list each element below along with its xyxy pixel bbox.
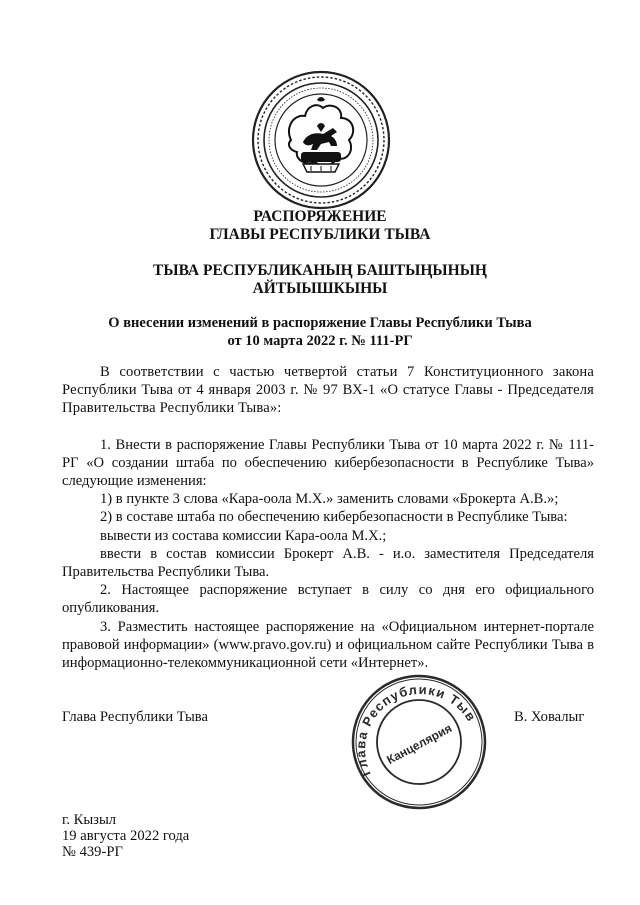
doc-title-tuvan-line-2: АЙТЫЫШКЫНЫ — [252, 280, 388, 297]
stamp-ring-text: Глава Республики Тыва — [353, 681, 480, 779]
item-2-paragraph: 2. Настоящее распоряжение вступает в силу со дня его официального опубликования. — [62, 582, 594, 617]
footer-date: 19 августа 2022 года — [62, 828, 190, 844]
doc-title-line-2: ГЛАВЫ РЕСПУБЛИКИ ТЫВА — [209, 226, 431, 243]
signature-name: В. Ховалыг — [514, 709, 585, 725]
doc-title-tuvan-line-1: ТЫВА РЕСПУБЛИКАНЫҢ БАШТЫҢЫНЫҢ — [153, 262, 487, 279]
round-office-stamp — [347, 672, 492, 812]
item-3-paragraph: 3. Разместить настоящее распоряжение на «Официальном интернет-портале правовой информации» (www.pravo.gov.ru) и официальном сайте Республики Тыва в информационно-телекоммуникационной сети «Интернет». — [62, 618, 594, 672]
item-1-paragraph: 1. Внести в распоряжение Главы Республики Тыва от 10 марта 2022 г. № 111-РГ «О создании штаба по обеспечению кибербезопасности в Республике Тыва» следующие изменения: — [62, 436, 594, 490]
signature-position: Глава Республики Тыва — [62, 709, 208, 725]
document-body — [62, 363, 594, 672]
doc-title-line-1: РАСПОРЯЖЕНИЕ — [253, 208, 387, 225]
footer-number: № 439-РГ — [62, 844, 123, 860]
footer-city: г. Кызыл — [62, 812, 117, 828]
item-1-subitem-1: 1) в пункте 3 слова «Кара-оола М.Х.» заменить словами «Брокерта А.В.»; — [100, 491, 559, 508]
document-footer — [62, 812, 189, 860]
item-1-subitem-2: 2) в составе штаба по обеспечению кибербезопасности в Республике Тыва: — [100, 509, 568, 526]
item-1-subitem-2b: ввести в состав комиссии Брокерт А.В. - и.о. заместителя Председателя Правительства Республики Тыва. — [62, 545, 594, 581]
doc-subject-line-2: от 10 марта 2022 г. № 111-РГ — [227, 333, 413, 349]
item-1-subitem-2a: вывести из состава комиссии Кара-оола М.Х.; — [100, 527, 387, 544]
stamp-center-text: Канцелярия — [384, 720, 455, 768]
intro-paragraph: В соответствии с частью четвертой статьи 7 Конституционного закона Республики Тыва от 4 января 2003 г. № 97 ВХ-1 «О статусе Главы - Председателя Правительства Республики Тыва»: — [62, 364, 594, 417]
tuva-coat-of-arms-icon — [251, 70, 391, 210]
doc-subject-line-1: О внесении изменений в распоряжение Главы Республики Тыва — [108, 315, 532, 331]
